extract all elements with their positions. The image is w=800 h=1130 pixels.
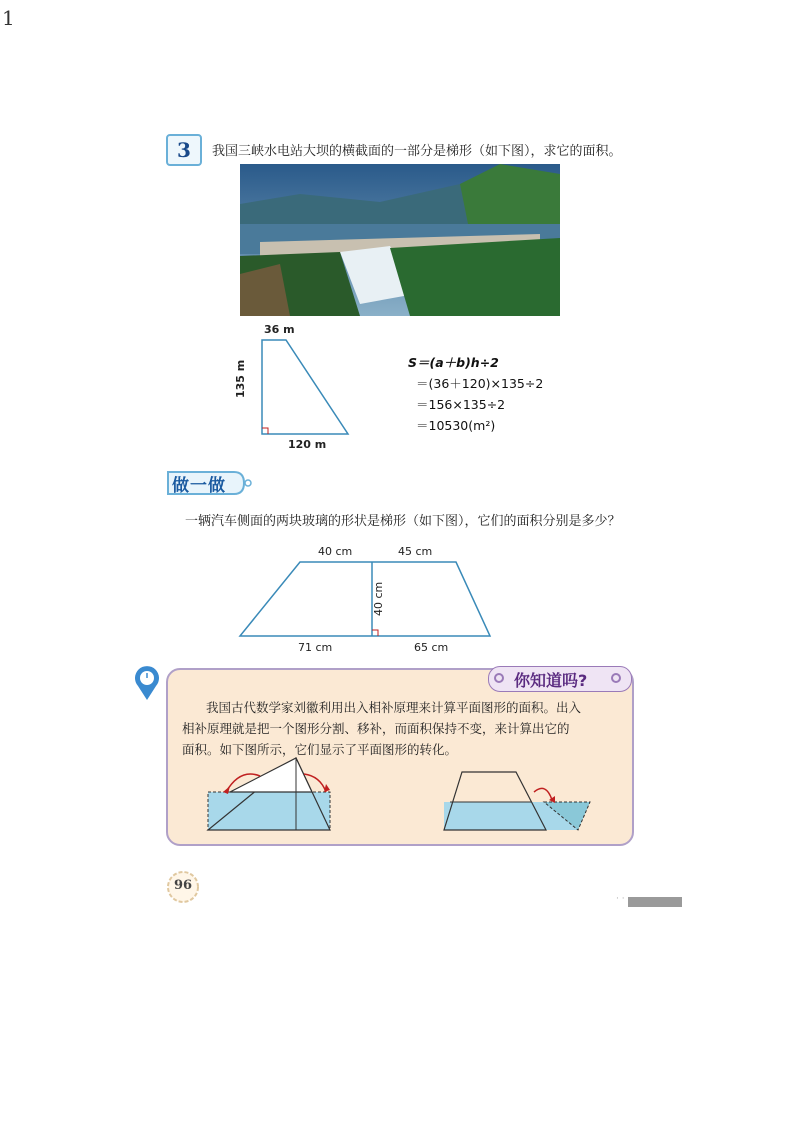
dam-top-label: 36 m bbox=[264, 323, 295, 336]
trapezoid-to-parallelogram-diagram bbox=[438, 766, 598, 834]
paragraph-line-3: 面积。如下图所示，它们显示了平面图形的转化。 bbox=[182, 742, 458, 757]
page-marker: 1 bbox=[2, 6, 15, 30]
paragraph-line-2: 相补原理就是把一个图形分割、移补，而面积保持不变，来计算出它的 bbox=[182, 721, 570, 736]
glass-bottom-right-label: 65 cm bbox=[414, 641, 449, 654]
stopwatch-pin-icon bbox=[132, 664, 162, 702]
tag-dot-right-icon bbox=[611, 673, 621, 683]
divider-dots: · · bbox=[616, 894, 625, 904]
dam-height-label: 135 m bbox=[234, 359, 247, 398]
glass-bottom-left-label: 71 cm bbox=[298, 641, 333, 654]
paragraph-line-1: 我国古代数学家刘徽利用出入相补原理来计算平面图形的面积。出入 bbox=[206, 700, 582, 715]
formula-line-2: ＝(36＋120)×135÷2 bbox=[416, 376, 544, 391]
footer-bar bbox=[628, 897, 682, 907]
triangle-to-rectangle-diagram bbox=[200, 754, 340, 834]
dam-bottom-label: 120 m bbox=[288, 438, 327, 451]
try-it-label: 做一做 bbox=[172, 476, 226, 496]
glass-top-left-label: 40 cm bbox=[318, 545, 353, 558]
dam-trapezoid-figure bbox=[240, 322, 370, 456]
example-question: 我国三峡水电站大坝的横截面的一部分是梯形（如下图），求它的面积。 bbox=[212, 144, 622, 159]
dam-photo bbox=[240, 164, 560, 316]
page-number: 96 bbox=[173, 878, 193, 893]
did-you-know-paragraph bbox=[182, 697, 618, 760]
glass-height-label: 40 cm bbox=[372, 581, 385, 616]
formula-line-3: ＝156×135÷2 bbox=[416, 397, 506, 412]
example-number-badge: 3 bbox=[166, 134, 202, 166]
tag-dot-left-icon bbox=[494, 673, 504, 683]
glass-top-right-label: 45 cm bbox=[398, 545, 433, 558]
task-question: 一辆汽车侧面的两块玻璃的形状是梯形（如下图），它们的面积分别是多少？ bbox=[185, 514, 621, 529]
glass-trapezoid-figure bbox=[236, 556, 496, 642]
formula-line-4: ＝10530(m²) bbox=[416, 418, 496, 433]
did-you-know-title: 你知道吗? bbox=[514, 671, 588, 690]
formula-line-1: S＝(a＋b)h÷2 bbox=[408, 355, 499, 370]
area-formula bbox=[408, 352, 543, 436]
